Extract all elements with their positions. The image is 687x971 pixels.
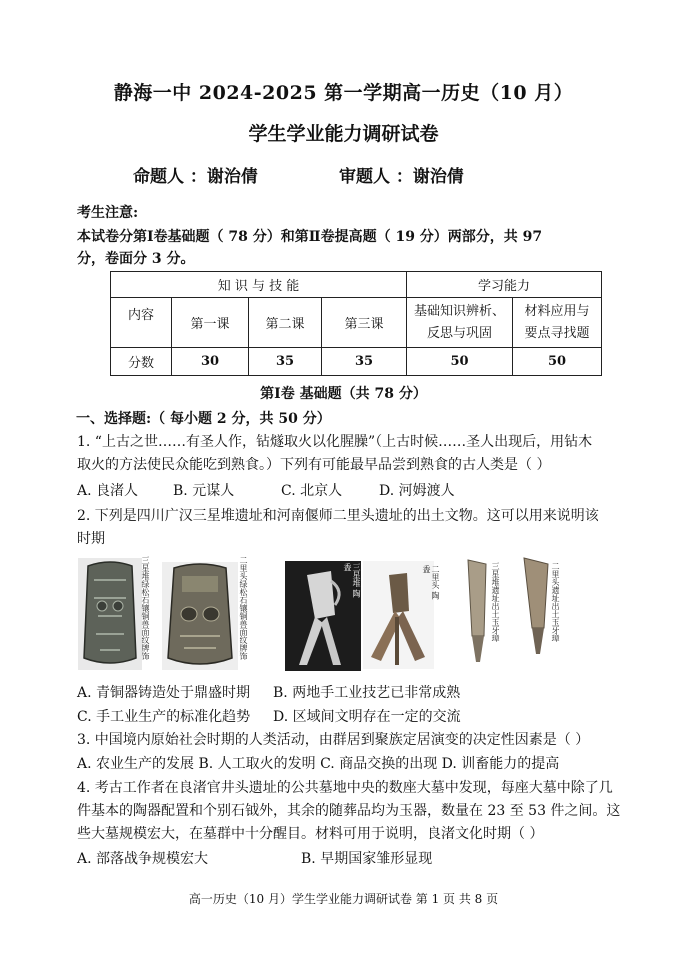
sanxingdui-yazhang-image bbox=[462, 556, 492, 666]
page-footer: 高一历史（10 月）学生学业能力调研试卷 第 1 页 共 8 页 bbox=[188, 892, 499, 906]
sanxingdui-plaque-caption: 三星堆绿松石镶铜兽面纹牌饰 bbox=[141, 556, 150, 660]
table-score-cell: 30 bbox=[172, 348, 249, 376]
erlitou-he-caption: 二里头 陶盉 bbox=[422, 565, 440, 600]
q1-stem-line-1: 1. “上古之世……有圣人作，钻燧取火以化腥臊”（上古时候……圣人出现后，用钻木 bbox=[77, 434, 593, 450]
table-col-lesson-3: 第三课 bbox=[322, 298, 407, 348]
table-col-basic-line2: 反思与巩固 bbox=[426, 325, 492, 341]
erlitou-yazhang-caption: 二里头遗址出土玉牙璋 bbox=[551, 562, 560, 642]
reviewer-label: 审题人 ：谢治倩 bbox=[339, 167, 464, 187]
q4-stem-line-1: 4. 考古工作者在良渚官井头遗址的公共墓地中央的数座大墓中发现，每座大墓中除了几 bbox=[77, 780, 613, 796]
table-col-basic-line1: 基础知识辨析、 bbox=[413, 303, 505, 319]
erlitou-plaque-image bbox=[162, 562, 238, 670]
q2-stem-line-2: 时期 bbox=[77, 531, 105, 547]
q2-option-c: C. 手工业生产的标准化趋势 bbox=[77, 709, 251, 725]
q1-option-c: C. 北京人 bbox=[281, 483, 343, 499]
q2-stem-line-1: 2. 下列是四川广汉三星堆遗址和河南偃师二里头遗址的出土文物。这可以用来说明该 bbox=[77, 508, 599, 524]
erlitou-plaque-caption: 二里头绿松石镶铜兽面纹牌饰 bbox=[239, 556, 248, 660]
q2-option-d: D. 区域间文明存在一定的交流 bbox=[273, 709, 461, 725]
exam-subtitle: 学生学业能力调研试卷 bbox=[248, 123, 439, 145]
sanxingdui-he-caption: 三星堆 陶盉 bbox=[343, 563, 361, 598]
sanxingdui-plaque-image bbox=[78, 558, 142, 670]
q3-stem: 3. 中国境内原始社会时期的人类活动，由群居到聚族定居演变的决定性因素是（ ） bbox=[77, 732, 590, 748]
table-col-material-line1: 材料应用与 bbox=[524, 303, 590, 319]
sanxingdui-yazhang-caption: 三星堆遗址出土玉牙璋 bbox=[491, 562, 500, 642]
table-col-basic bbox=[407, 298, 513, 348]
q1-stem-line-2: 取火的方法使民众能吃到熟食。）下列有可能最早品尝到熟食的古人类是（ ） bbox=[77, 457, 551, 473]
erlitou-yazhang-image bbox=[520, 556, 552, 656]
table-score-cell: 35 bbox=[322, 348, 407, 376]
notice-line-2: 分，卷面分 3 分。 bbox=[77, 251, 195, 267]
q3-options: A. 农业生产的发展 B. 人工取火的发明 C. 商品交换的出现 D. 训畜能力的提高 bbox=[77, 756, 560, 772]
exam-title: 静海一中 2024-2025 第一学期高一历史（10 月） bbox=[113, 82, 574, 104]
table-group-ability: 学习能力 bbox=[407, 272, 602, 298]
table-col-lesson-2: 第二课 bbox=[249, 298, 322, 348]
q4-option-b: B. 早期国家雏形显现 bbox=[301, 851, 433, 867]
table-score-cell: 35 bbox=[249, 348, 322, 376]
q1-option-a: A. 良渚人 bbox=[77, 483, 139, 499]
section-1-heading: 一、选择题:（ 每小题 2 分，共 50 分） bbox=[76, 411, 331, 427]
notice-line-1: 本试卷分第Ⅰ卷基础题（ 78 分）和第Ⅱ卷提高题（ 19 分）两部分，共 97 bbox=[77, 229, 543, 245]
table-col-lesson-1: 第一课 bbox=[172, 298, 249, 348]
table-col-material-line2: 要点寻找题 bbox=[524, 325, 590, 341]
author-label: 命题人 ：谢治倩 bbox=[133, 167, 258, 187]
q4-stem-line-2: 件基本的陶器配置和个别石钺外，其余的随葬品均为玉器，数量在 23 至 53 件之间。这 bbox=[77, 803, 621, 819]
q1-option-d: D. 河姆渡人 bbox=[379, 483, 455, 499]
table-score-cell: 50 bbox=[513, 348, 602, 376]
table-score-cell: 50 bbox=[407, 348, 513, 376]
q1-option-b: B. 元谋人 bbox=[173, 483, 235, 499]
table-row-score-label: 分数 bbox=[111, 348, 172, 376]
q2-option-a: A. 青铜器铸造处于鼎盛时期 bbox=[77, 685, 251, 701]
q2-option-b: B. 两地手工业技艺已非常成熟 bbox=[273, 685, 461, 701]
score-table bbox=[110, 271, 602, 376]
table-group-knowledge: 知 识 与 技 能 bbox=[111, 272, 407, 298]
table-row-content-label: 内容 bbox=[111, 298, 172, 348]
q4-option-a: A. 部落战争规模宏大 bbox=[77, 851, 209, 867]
table-col-material bbox=[513, 298, 602, 348]
q4-stem-line-3: 些大墓规模宏大，在墓群中十分醒目。材料可用于说明，良渚文化时期（ ） bbox=[77, 826, 544, 842]
notice-heading: 考生注意: bbox=[77, 205, 139, 221]
section-1-title: 第Ⅰ卷 基础题（共 78 分） bbox=[260, 386, 427, 402]
